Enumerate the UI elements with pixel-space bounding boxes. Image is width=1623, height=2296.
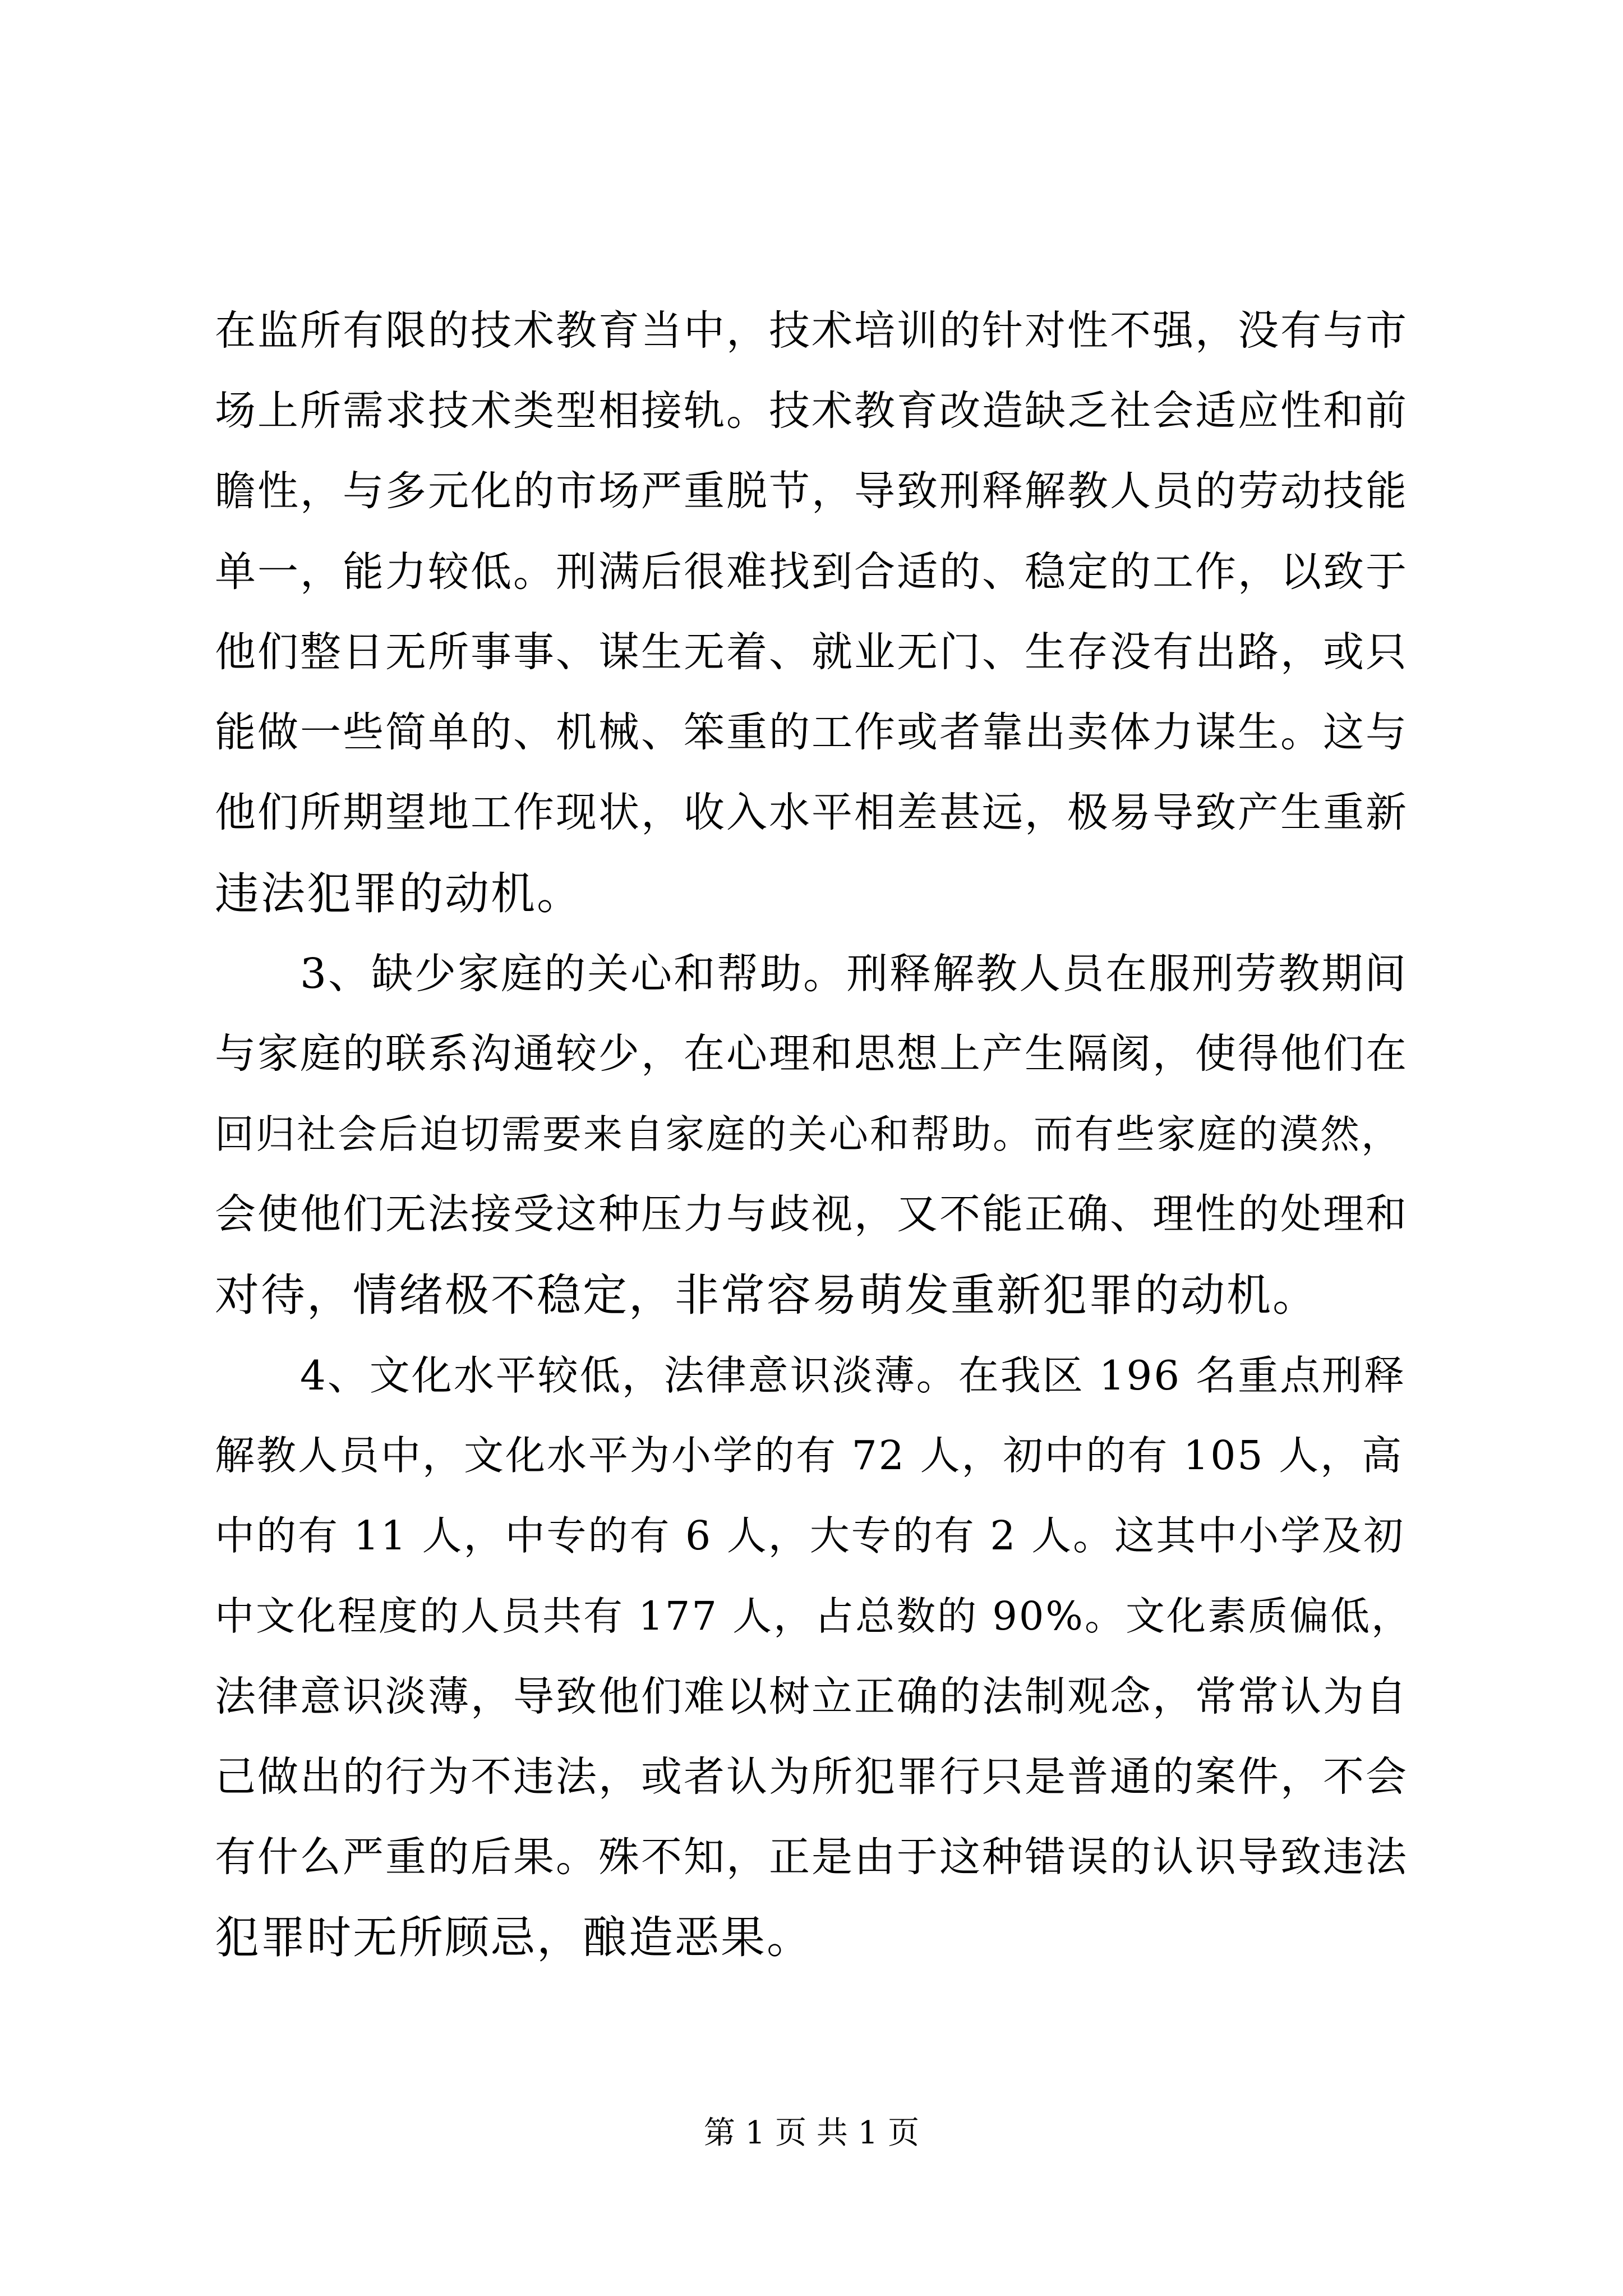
paragraph-1-line-1: 在监所有限的技术教育当中，技术培训的针对性不强，没有与市 — [215, 307, 1408, 355]
paragraph-2-line-2: 与家庭的联系沟通较少，在心理和思想上产生隔阂，使得他们在 — [215, 1030, 1408, 1078]
paragraph-1-line-6: 能做一些简单的、机械、笨重的工作或者靠出卖体力谋生。这与 — [215, 708, 1408, 756]
paragraph-1-line-7: 他们所期望地工作现状，收入水平相差甚远，极易导致产生重新 — [215, 789, 1408, 836]
page-footer: 第 1 页 共 1 页 — [703, 2115, 920, 2151]
paragraph-3-line-6: 己做出的行为不违法，或者认为所犯罪行只是普通的案件，不会 — [215, 1753, 1408, 1801]
paragraph-3-line-4: 中文化程度的人员共有 177 人，占总数的 90%。文化素质偏低， — [215, 1593, 1412, 1639]
paragraph-3-line-7: 有什么严重的后果。殊不知，正是由于这种错误的认识导致违法 — [215, 1833, 1408, 1881]
paragraph-1-line-5: 他们整日无所事事、谋生无着、就业无门、生存没有出路，或只 — [215, 628, 1408, 676]
paragraph-2-line-3: 回归社会后迫切需要来自家庭的关心和帮助。而有些家庭的漠然， — [215, 1111, 1402, 1157]
paragraph-3-line-1: 4、文化水平较低，法律意识淡薄。在我区 196 名重点刑释 — [300, 1352, 1407, 1399]
paragraph-2-line-4: 会使他们无法接受这种压力与歧视，又不能正确、理性的处理和 — [215, 1190, 1408, 1238]
paragraph-3-line-2: 解教人员中，文化水平为小学的有 72 人，初中的有 105 人，高 — [215, 1432, 1404, 1479]
paragraph-1-line-3: 瞻性，与多元化的市场严重脱节，导致刑释解教人员的劳动技能 — [215, 467, 1408, 515]
paragraph-1-line-4: 单一，能力较低。刑满后很难找到合适的、稳定的工作，以致于 — [215, 548, 1408, 596]
paragraph-1-line-2: 场上所需求技术类型相接轨。技术教育改造缺乏社会适应性和前 — [215, 387, 1408, 435]
paragraph-3-line-5: 法律意识淡薄，导致他们难以树立正确的法制观念，常常认为自 — [215, 1673, 1408, 1720]
paragraph-3-line-3: 中的有 11 人，中专的有 6 人，大专的有 2 人。这其中小学及初 — [215, 1512, 1405, 1559]
paragraph-2-line-1: 3、缺少家庭的关心和帮助。刑释解教人员在服刑劳教期间 — [300, 950, 1408, 998]
paragraph-1-line-8: 违法犯罪的动机。 — [215, 868, 583, 919]
paragraph-3-line-8: 犯罪时无所顾忌，酿造恶果。 — [215, 1912, 813, 1963]
paragraph-2-line-5: 对待，情绪极不稳定，非常容易萌发重新犯罪的动机。 — [215, 1269, 1318, 1321]
